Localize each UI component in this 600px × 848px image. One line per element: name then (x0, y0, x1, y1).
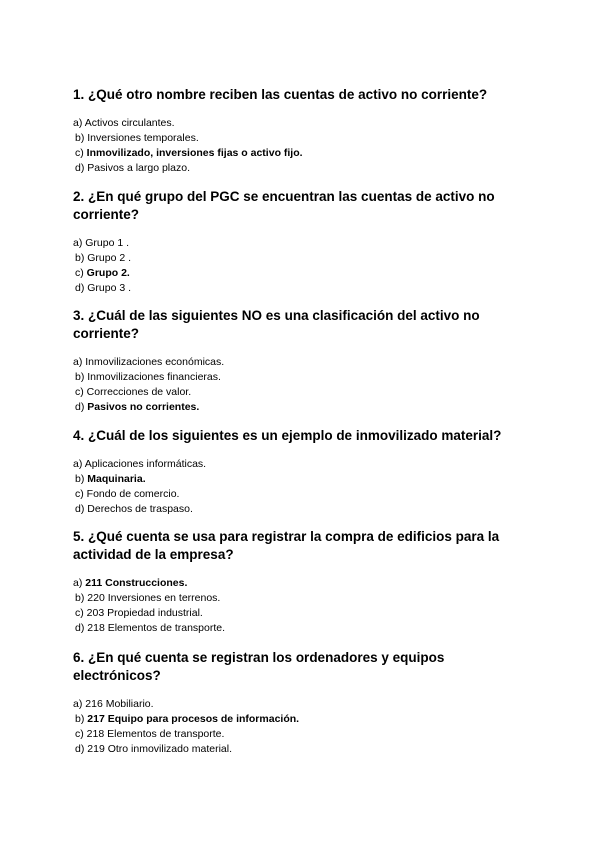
option-d (73, 742, 533, 757)
option-prefix: a) (73, 117, 85, 129)
option-a (73, 116, 533, 131)
option-d (73, 400, 533, 415)
option-d (73, 621, 533, 636)
question-title: 5. ¿Qué cuenta se usa para registrar la compra de edificios para la actividad de la empresa? (73, 529, 500, 562)
option-prefix: d) (75, 503, 88, 515)
option-a (73, 576, 533, 591)
options-list (73, 697, 533, 757)
option-text: 220 Inversiones en terrenos. (87, 592, 221, 604)
option-text: 218 Elementos de transporte. (87, 622, 226, 634)
option-text-correct: 217 Equipo para procesos de información. (87, 713, 300, 725)
option-b (73, 251, 533, 266)
option-text-correct: Inmovilizado, inversiones fijas o activo fijo. (86, 147, 303, 159)
option-b (73, 131, 533, 146)
option-prefix: a) (73, 237, 86, 249)
option-text: 216 Mobiliario. (85, 698, 154, 710)
option-prefix: d) (75, 162, 88, 174)
option-prefix: b) (75, 371, 88, 383)
option-text-correct: 211 Construcciones. (85, 577, 188, 589)
option-prefix: c) (75, 728, 87, 740)
option-c (73, 266, 533, 281)
option-text-correct: Maquinaria. (87, 473, 146, 485)
option-text: Inmovilizaciones económicas. (85, 356, 225, 368)
option-b (73, 370, 533, 385)
option-d (73, 161, 533, 176)
option-c (73, 606, 533, 621)
option-prefix: b) (75, 713, 88, 725)
option-prefix: b) (75, 592, 88, 604)
option-b (73, 712, 533, 727)
question-4 (73, 427, 533, 517)
option-text: Grupo 2 . (87, 252, 132, 264)
option-text: 218 Elementos de transporte. (86, 728, 225, 740)
option-prefix: b) (75, 252, 88, 264)
option-text: Inversiones temporales. (87, 132, 199, 144)
option-a (73, 697, 533, 712)
options-list (73, 116, 533, 176)
question-1 (73, 86, 533, 176)
option-prefix: a) (73, 356, 86, 368)
option-d (73, 502, 533, 517)
option-d (73, 281, 533, 296)
question-title: 4. ¿Cuál de los siguientes es un ejemplo de inmovilizado material? (73, 428, 502, 443)
option-text-correct: Pasivos no corrientes. (87, 401, 200, 413)
options-list (73, 457, 533, 517)
option-text: Correcciones de valor. (86, 386, 192, 398)
question-title: 6. ¿En qué cuenta se registran los ordenadores y equipos electrónicos? (73, 650, 445, 683)
options-list (73, 355, 533, 415)
option-text: Pasivos a largo plazo. (87, 162, 190, 174)
option-text: Fondo de comercio. (86, 488, 180, 500)
option-c (73, 727, 533, 742)
option-text-correct: Grupo 2. (86, 267, 130, 279)
option-prefix: d) (75, 401, 88, 413)
question-title: 1. ¿Qué otro nombre reciben las cuentas de activo no corriente? (73, 87, 488, 102)
question-3 (73, 307, 533, 415)
question-6 (73, 649, 533, 757)
option-text: Aplicaciones informáticas. (84, 458, 207, 470)
option-prefix: c) (75, 488, 87, 500)
option-b (73, 472, 533, 487)
option-text: Derechos de traspaso. (87, 503, 193, 515)
option-prefix: c) (75, 607, 87, 619)
option-c (73, 385, 533, 400)
option-prefix: c) (75, 386, 87, 398)
option-c (73, 487, 533, 502)
option-text: Grupo 3 . (87, 282, 132, 294)
option-c (73, 146, 533, 161)
question-title: 2. ¿En qué grupo del PGC se encuentran las cuentas de activo no corriente? (73, 189, 495, 222)
option-prefix: a) (73, 698, 86, 710)
option-prefix: d) (75, 622, 88, 634)
options-list (73, 236, 533, 296)
option-a (73, 457, 533, 472)
question-5 (73, 528, 533, 636)
option-prefix: b) (75, 473, 88, 485)
options-list (73, 576, 533, 636)
option-prefix: a) (73, 458, 85, 470)
option-text: 219 Otro inmovilizado material. (87, 743, 232, 755)
option-text: Activos circulantes. (84, 117, 175, 129)
option-a (73, 355, 533, 370)
option-prefix: c) (75, 147, 87, 159)
option-text: Grupo 1 . (85, 237, 130, 249)
option-text: Inmovilizaciones financieras. (87, 371, 221, 383)
option-prefix: d) (75, 743, 88, 755)
question-2 (73, 188, 533, 296)
option-prefix: c) (75, 267, 87, 279)
option-prefix: d) (75, 282, 88, 294)
option-text: 203 Propiedad industrial. (86, 607, 203, 619)
option-a (73, 236, 533, 251)
option-prefix: b) (75, 132, 88, 144)
option-b (73, 591, 533, 606)
option-prefix: a) (73, 577, 86, 589)
question-title: 3. ¿Cuál de las siguientes NO es una clasificación del activo no corriente? (73, 308, 480, 341)
